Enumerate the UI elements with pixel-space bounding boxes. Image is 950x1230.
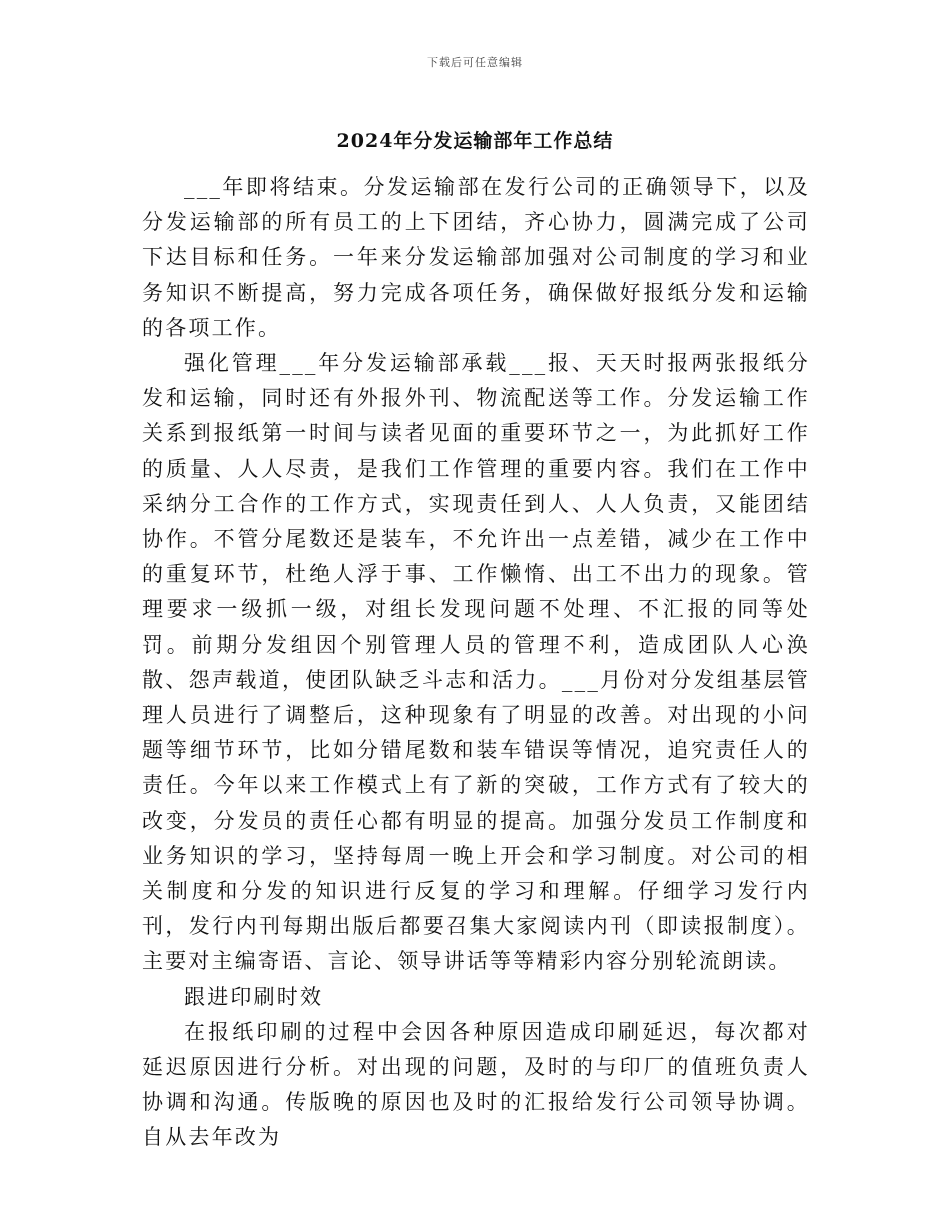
paragraph-intro: ___年即将结束。分发运输部在发行公司的正确领导下，以及分发运输部的所有员工的上下团结，齐心协力，圆满完成了公司下达目标和任务。一年来分发运输部加强对公司制度的学习和业务知识不断提高，努力完成各项任务，确保做好报纸分发和运输的各项工作。 bbox=[142, 175, 810, 340]
document-body bbox=[142, 170, 810, 1156]
section-heading-printing: 跟进印刷时效 bbox=[184, 984, 324, 1009]
paragraph-management: 强化管理___年分发运输部承载___报、天天时报两张报纸分发和运输，同时还有外报外刊、物流配送等工作。分发运输工作关系到报纸第一时间与读者见面的重要环节之一，为此抓好工作的质量、人人尽责，是我们工作管理的重要内容。我们在工作中采纳分工合作的工作方式，实现责任到人、人人负责，又能团结协作。不管分尾数还是装车，不允许出一点差错，减少在工作中的重复环节，杜绝人浮于事、工作懒惰、出工不出力的现象。管理要求一级抓一级，对组长发现问题不处理、不汇报的同等处罚。前期分发组因个别管理人员的管理不利，造成团队人心涣散、怨声载道，使团队缺乏斗志和活力。___月份对分发组基层管理人员进行了调整后，这种现象有了明显的改善。对出现的小问题等细节环节，比如分错尾数和装车错误等情况，追究责任人的责任。今年以来工作模式上有了新的突破，工作方式有了较大的改变，分发员的责任心都有明显的提高。加强分发员工作制度和业务知识的学习，坚持每周一晚上开会和学习制度。对公司的相关制度和分发的知识进行反复的学习和理解。仔细学习发行内刊，发行内刊每期出版后都要召集大家阅读内刊（即读报制度）。主要对主编寄语、言论、领导讲话等等精彩内容分别轮流朗读。 bbox=[142, 351, 810, 974]
document-title: 2024年分发运输部年工作总结 bbox=[336, 130, 614, 152]
paragraph-printing: 在报纸印刷的过程中会因各种原因造成印刷延迟，每次都对延迟原因进行分析。对出现的问题，及时的与印厂的值班负责人协调和沟通。传版晚的原因也及时的汇报给发行公司领导协调。自从去年改为 bbox=[142, 1019, 810, 1150]
header-note: 下载后可任意编辑 bbox=[427, 56, 523, 69]
